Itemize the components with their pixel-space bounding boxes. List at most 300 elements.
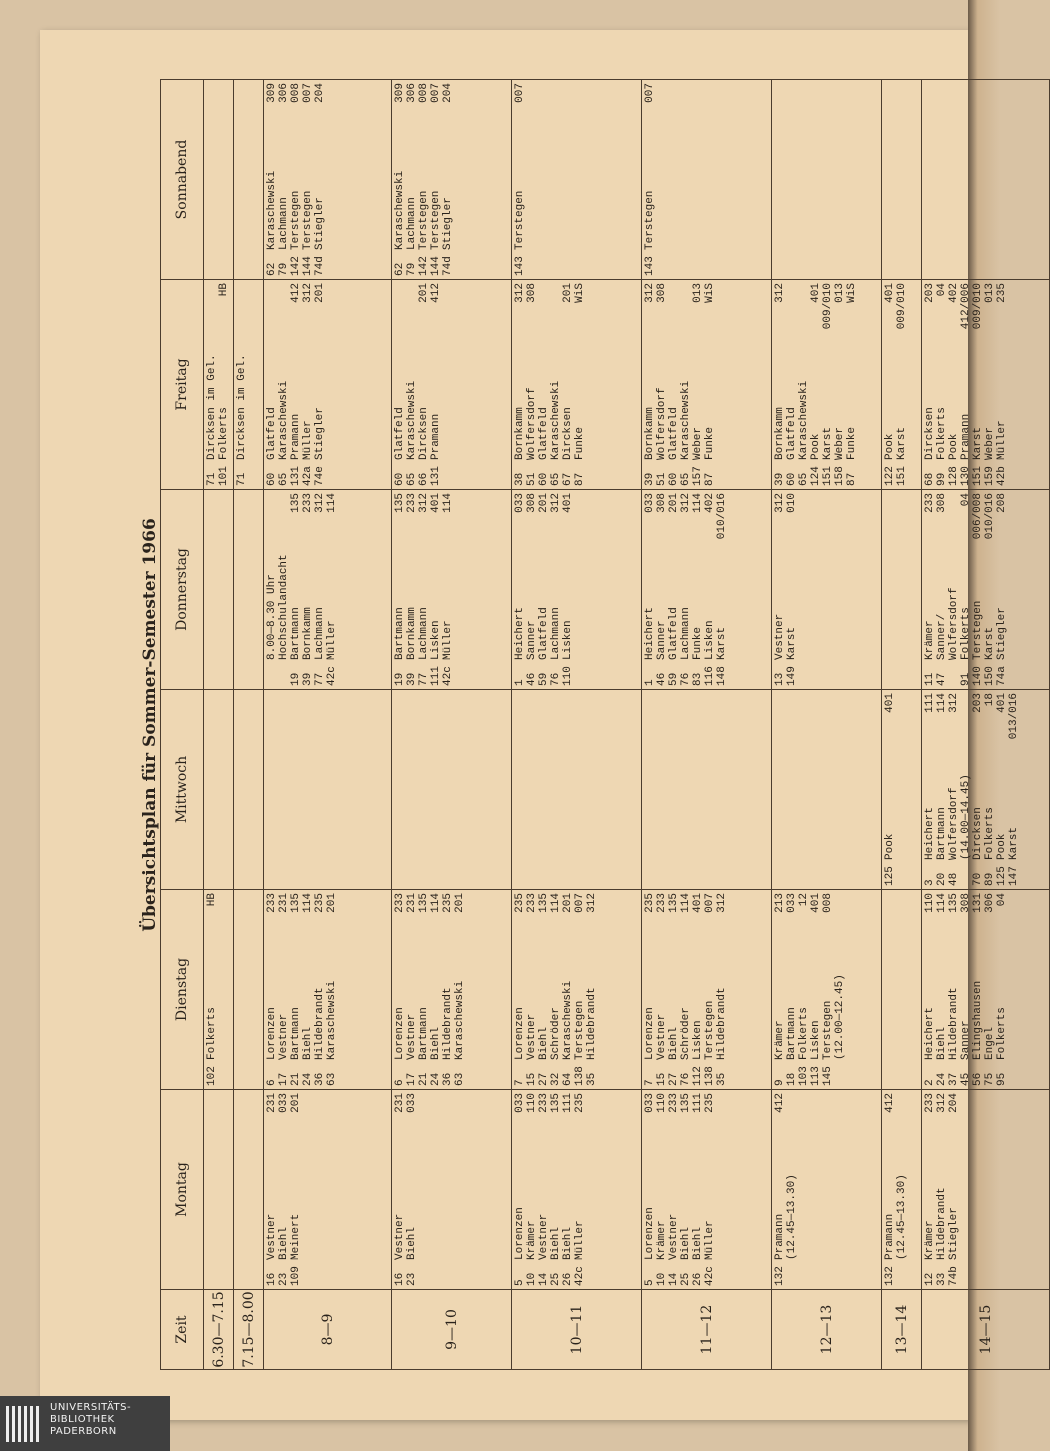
course-entry [810,893,822,1086]
room-number: 401 [810,893,822,913]
course-number: 19 [290,672,302,686]
course-number: 21 [290,1072,302,1086]
course-entry [716,893,728,1086]
lecturer-name: Hildebrandt [948,987,960,1060]
course-entry [936,693,948,886]
course-entry [936,493,948,686]
course-entry [236,283,248,486]
room-number: 204 [948,1093,960,1113]
room-number: 401 [430,493,442,513]
course-entry [984,283,996,486]
lecturer-name: Karaschewski [550,380,562,460]
schedule-content [140,80,1020,1370]
course-entry [704,283,716,486]
lecturer-name: Heichert [644,607,656,660]
course-entry [996,693,1008,886]
room-number: WiS [846,283,858,303]
course-entry [430,493,442,686]
course-entry [514,283,526,486]
course-entry [668,493,680,686]
lecturer-name: Weber [984,426,996,460]
course-entry [984,493,996,686]
lecturer-name: Lachmann [680,607,692,660]
header-5: Freitag [161,280,204,490]
lecturer-name: Karst [1008,826,1020,860]
course-number: 65 [798,472,810,486]
course-entry [514,1093,526,1286]
course-number: 60 [394,472,406,486]
lecturer-name: Müller [302,420,314,460]
course-entry [884,693,896,886]
day-cell [392,890,512,1090]
lecturer-name: Folkerts [798,1007,810,1060]
course-number: 144 [430,256,442,276]
course-number: 21 [418,1072,430,1086]
course-number: 109 [290,1266,302,1286]
room-number: 009/010 [822,283,834,330]
course-entry [550,493,562,686]
room-number: 04 [960,493,972,507]
lecturer-name: Wolfersdorf [948,587,960,660]
room-number: 402 [948,283,960,303]
lecturer-name: Schröder [550,1007,562,1060]
room-number: 110 [924,893,936,913]
course-entry [972,693,984,886]
course-entry [302,283,314,486]
course-number: 60 [538,472,550,486]
day-cell [204,690,234,890]
room-number: 401 [884,693,896,713]
course-entry [774,1093,786,1286]
course-entry [418,893,430,1086]
lecturer-name: Bartmann [290,607,302,660]
day-cell [642,690,772,890]
course-number: 46 [656,672,668,686]
course-number: 112 [692,1066,704,1086]
course-number: 23 [278,1272,290,1286]
lecturer-name: Hildebrandt [314,987,326,1060]
course-number: 60 [668,472,680,486]
course-entry [430,893,442,1086]
course-entry [786,493,798,686]
room-number: 033 [514,1093,526,1113]
room-number: HB [218,283,230,297]
course-number: 60 [266,472,278,486]
day-cell [772,80,882,280]
room-number: 312 [514,283,526,303]
course-number: 6 [266,1079,278,1086]
course-entry [786,283,798,486]
lecturer-name: Lisken [562,620,574,660]
course-number: 35 [716,1072,728,1086]
day-cell [512,690,642,890]
lecturer-name: Sanner/ [936,613,948,660]
day-cell [204,280,234,490]
course-number: 102 [206,1066,218,1086]
room-number: 201 [538,493,550,513]
lecturer-name: Bornkamm [774,407,786,460]
lecturer-name: Glatfeld [266,407,278,460]
course-entry [278,893,290,1086]
course-number: 116 [704,666,716,686]
lecturer-name: Folkerts [984,807,996,860]
course-entry [538,283,550,486]
room-number: 233 [526,893,538,913]
library-logo [0,1396,170,1451]
course-number: 1 [514,679,526,686]
room-number: 312 [716,893,728,913]
time-slot-row [392,80,512,1370]
room-number: 013 [834,283,846,303]
day-cell [392,490,512,690]
lecturer-name: Lorenzen [644,1207,656,1260]
day-cell [882,80,922,280]
room-number: 18 [984,693,996,707]
lecturer-name: Weber [834,426,846,460]
course-entry [278,283,290,486]
room-number: 201 [290,1093,302,1113]
room-number: 135 [290,893,302,913]
room-number: 111 [692,1093,704,1113]
course-entry [774,893,786,1086]
lecturer-name: Lorenzen [394,1007,406,1060]
header-4: Donnerstag [161,490,204,690]
course-entry [406,1093,418,1286]
course-entry [924,493,936,686]
course-entry [798,283,810,486]
lecturer-name: Funke [692,626,704,660]
course-number: 12 [924,1272,936,1286]
lecturer-name: 8.00—8.30 Uhr [266,574,278,660]
course-entry [574,893,586,1086]
course-entry [668,283,680,486]
course-entry [266,1093,278,1286]
room-number: 114 [680,893,692,913]
day-cell [882,280,922,490]
time-cell: 11—12 [642,1290,772,1370]
course-entry [514,83,526,276]
lecturer-name: Karaschewski [562,980,574,1060]
room-number: 308 [526,493,538,513]
lecturer-name: Biehl [680,1226,692,1260]
course-number: 16 [266,1272,278,1286]
course-entry [668,893,680,1086]
course-number: 42c [704,1266,716,1286]
lecturer-name: Biehl [538,1026,550,1060]
course-entry [562,1093,574,1286]
lecturer-name: Bornkamm [302,607,314,660]
room-number: 009/010 [972,283,984,330]
course-number: 14 [668,1272,680,1286]
course-number: 76 [680,672,692,686]
course-number: 138 [574,1066,586,1086]
course-number [960,860,972,886]
course-entry [786,1093,798,1286]
course-number: 63 [454,1072,466,1086]
course-number: 128 [948,466,960,486]
lecturer-name: Terstegen [430,190,442,250]
course-entry [266,893,278,1086]
room-number: 135 [290,493,302,513]
course-number: 36 [314,1072,326,1086]
time-slot-row [512,80,642,1370]
course-entry [656,283,668,486]
course-entry [514,493,526,686]
day-cell [922,890,1050,1090]
lecturer-name: Hochschulandacht [278,554,290,660]
course-entry [314,283,326,486]
room-number: 231 [394,1093,406,1113]
lecturer-name: Lachmann [418,607,430,660]
lecturer-name: Sanner [960,1020,972,1060]
course-entry [218,283,230,486]
course-entry [644,283,656,486]
course-number: 157 [692,466,704,486]
course-entry [206,283,218,486]
course-entry [680,283,692,486]
course-entry [314,493,326,686]
lecturer-name: Heichert [924,807,936,860]
course-entry [948,893,960,1086]
course-number: 13 [774,672,786,686]
lecturer-name: Müller [442,620,454,660]
room-number: 235 [574,1093,586,1113]
room-number: 114 [936,893,948,913]
day-cell [512,1090,642,1290]
lecturer-name: Krämer [924,1220,936,1260]
room-number: 309 [266,83,278,103]
room-number: 201 [562,893,574,913]
room-number: 110 [526,1093,538,1113]
room-number: 412 [774,1093,786,1113]
lecturer-name: Bartmann [394,607,406,660]
course-number: 20 [936,872,948,886]
course-number: 23 [406,1272,418,1286]
lecturer-name: Karaschewski [680,380,692,460]
course-entry [302,83,314,276]
course-number: 15 [526,1072,538,1086]
lecturer-name: Bartmann [936,807,948,860]
course-number: 103 [798,1066,810,1086]
course-number: 3 [924,879,936,886]
time-slot-row [642,80,772,1370]
course-number: 75 [984,1072,996,1086]
course-entry [984,893,996,1086]
course-number: 16 [394,1272,406,1286]
course-number: 63 [326,1072,338,1086]
course-number: 111 [430,666,442,686]
course-entry [960,893,972,1086]
lecturer-name: Bornkamm [406,607,418,660]
room-number: 235 [514,893,526,913]
room-number: 233 [406,493,418,513]
course-entry [550,1093,562,1286]
course-number: 138 [704,1066,716,1086]
day-cell [922,690,1050,890]
logo-text: UNIVERSITÄTS- BIBLIOTHEK PADERBORN [50,1402,132,1437]
lecturer-name: Terstegen [972,600,984,660]
course-number: 5 [514,1279,526,1286]
room-number: 308 [656,493,668,513]
lecturer-name: Karst [972,426,984,460]
course-number: 37 [948,1072,960,1086]
course-number: 64 [562,1072,574,1086]
course-number: 35 [586,1072,598,1086]
course-entry [538,893,550,1086]
room-number: 213 [774,893,786,913]
course-number: 70 [972,872,984,886]
lecturer-name: Folkerts [936,407,948,460]
course-entry [960,283,972,486]
room-number: 312 [680,493,692,513]
lecturer-name: Hildebrandt [442,987,454,1060]
lecturer-name: Krämer [774,1020,786,1060]
course-entry [704,493,716,686]
course-number: 131 [430,466,442,486]
course-entry [394,493,406,686]
course-entry [266,83,278,276]
room-number: 233 [924,493,936,513]
lecturer-name: Wolfersdorf [656,387,668,460]
lecturer-name: Biehl [668,1026,680,1060]
course-entry [538,493,550,686]
course-entry [406,83,418,276]
lecturer-name: Vestner [278,1013,290,1060]
room-number: 114 [430,893,442,913]
lecturer-name: Karst [716,626,728,660]
course-number: 74a [996,666,1008,686]
lecturer-name: Karaschewski [406,380,418,460]
course-entry [206,893,218,1086]
course-entry [406,893,418,1086]
room-number: 312 [586,893,598,913]
course-number: 2 [924,1079,936,1086]
lecturer-name: (12.00—12.45) [834,974,846,1060]
room-number: 033 [644,1093,656,1113]
course-entry [896,283,908,486]
lecturer-name: Terstegen [644,190,656,250]
course-entry [972,283,984,486]
day-cell [512,490,642,690]
room-number: 04 [996,893,1008,907]
lecturer-name: Karaschewski [326,980,338,1060]
course-entry [562,893,574,1086]
course-number: 67 [562,472,574,486]
room-number: 204 [442,83,454,103]
course-number: 42c [574,1266,586,1286]
course-entry [442,893,454,1086]
course-number: 130 [960,466,972,486]
room-number: 308 [656,283,668,303]
course-number: 65 [406,472,418,486]
room-number: 412 [290,283,302,303]
room-number: 312 [644,283,656,303]
lecturer-name: Karst [896,426,908,460]
room-number: 111 [924,693,936,713]
course-entry [692,283,704,486]
room-number: 208 [996,493,1008,513]
course-number: 10 [656,1272,668,1286]
course-number: 77 [314,672,326,686]
time-slot-row [772,80,882,1370]
course-entry [680,1093,692,1286]
room-number: 203 [972,693,984,713]
course-entry [394,893,406,1086]
lecturer-name: Karst [984,626,996,660]
lecturer-name: Dircksen [972,807,984,860]
day-cell [512,280,642,490]
course-number: 25 [680,1272,692,1286]
day-cell [642,890,772,1090]
course-number: 142 [290,256,302,276]
lecturer-name: Lorenzen [644,1007,656,1060]
lecturer-name: Pramann [430,413,442,460]
room-number: 412 [884,1093,896,1113]
lecturer-name: Bartmann [418,1007,430,1060]
course-entry [418,493,430,686]
course-number: 33 [936,1272,948,1286]
lecturer-name: Pramann [290,413,302,460]
time-cell: 8—9 [264,1290,392,1370]
room-number: 235 [314,893,326,913]
course-entry [704,893,716,1086]
lecturer-name: Glatfeld [538,607,550,660]
lecturer-name: Glatfeld [538,407,550,460]
lecturer-name: Karaschewski [394,170,406,250]
lecturer-name: Folkerts [960,607,972,660]
room-number: 412/006 [960,283,972,330]
room-number: 401 [996,693,1008,713]
course-number: 151 [822,466,834,486]
room-number: 401 [884,283,896,303]
course-number: 51 [526,472,538,486]
logo-mark-icon [6,1406,44,1442]
room-number: 135 [668,893,680,913]
header-2: Dienstag [161,890,204,1090]
lecturer-name: Karst [822,426,834,460]
course-entry [774,493,786,686]
lecturer-name: (12.45—13.30) [786,1174,798,1260]
room-number: 312 [302,283,314,303]
lecturer-name: Meinert [290,1213,302,1260]
room-number: 114 [302,893,314,913]
course-entry [996,893,1008,1086]
course-entry [326,493,338,686]
room-number: 309 [394,83,406,103]
room-number: 007 [302,83,314,103]
lecturer-name: Terstegen [574,1000,586,1060]
course-number: 7 [644,1079,656,1086]
lecturer-name: Müller [326,620,338,660]
day-cell [234,890,264,1090]
course-number: 95 [996,1072,1008,1086]
room-number: 013/016 [1008,693,1020,740]
course-entry [680,493,692,686]
course-entry [644,893,656,1086]
course-entry [924,893,936,1086]
time-slot-row [922,80,1050,1370]
course-entry [278,1093,290,1286]
time-slot-row [264,80,392,1370]
course-entry [798,893,810,1086]
header-6: Sonnabend [161,80,204,280]
lecturer-name: Lachmann [278,197,290,250]
room-number: 201 [668,493,680,513]
day-cell [392,1090,512,1290]
course-number: 99 [936,472,948,486]
lecturer-name: Hildebrandt [936,1187,948,1260]
room-number: 233 [668,1093,680,1113]
